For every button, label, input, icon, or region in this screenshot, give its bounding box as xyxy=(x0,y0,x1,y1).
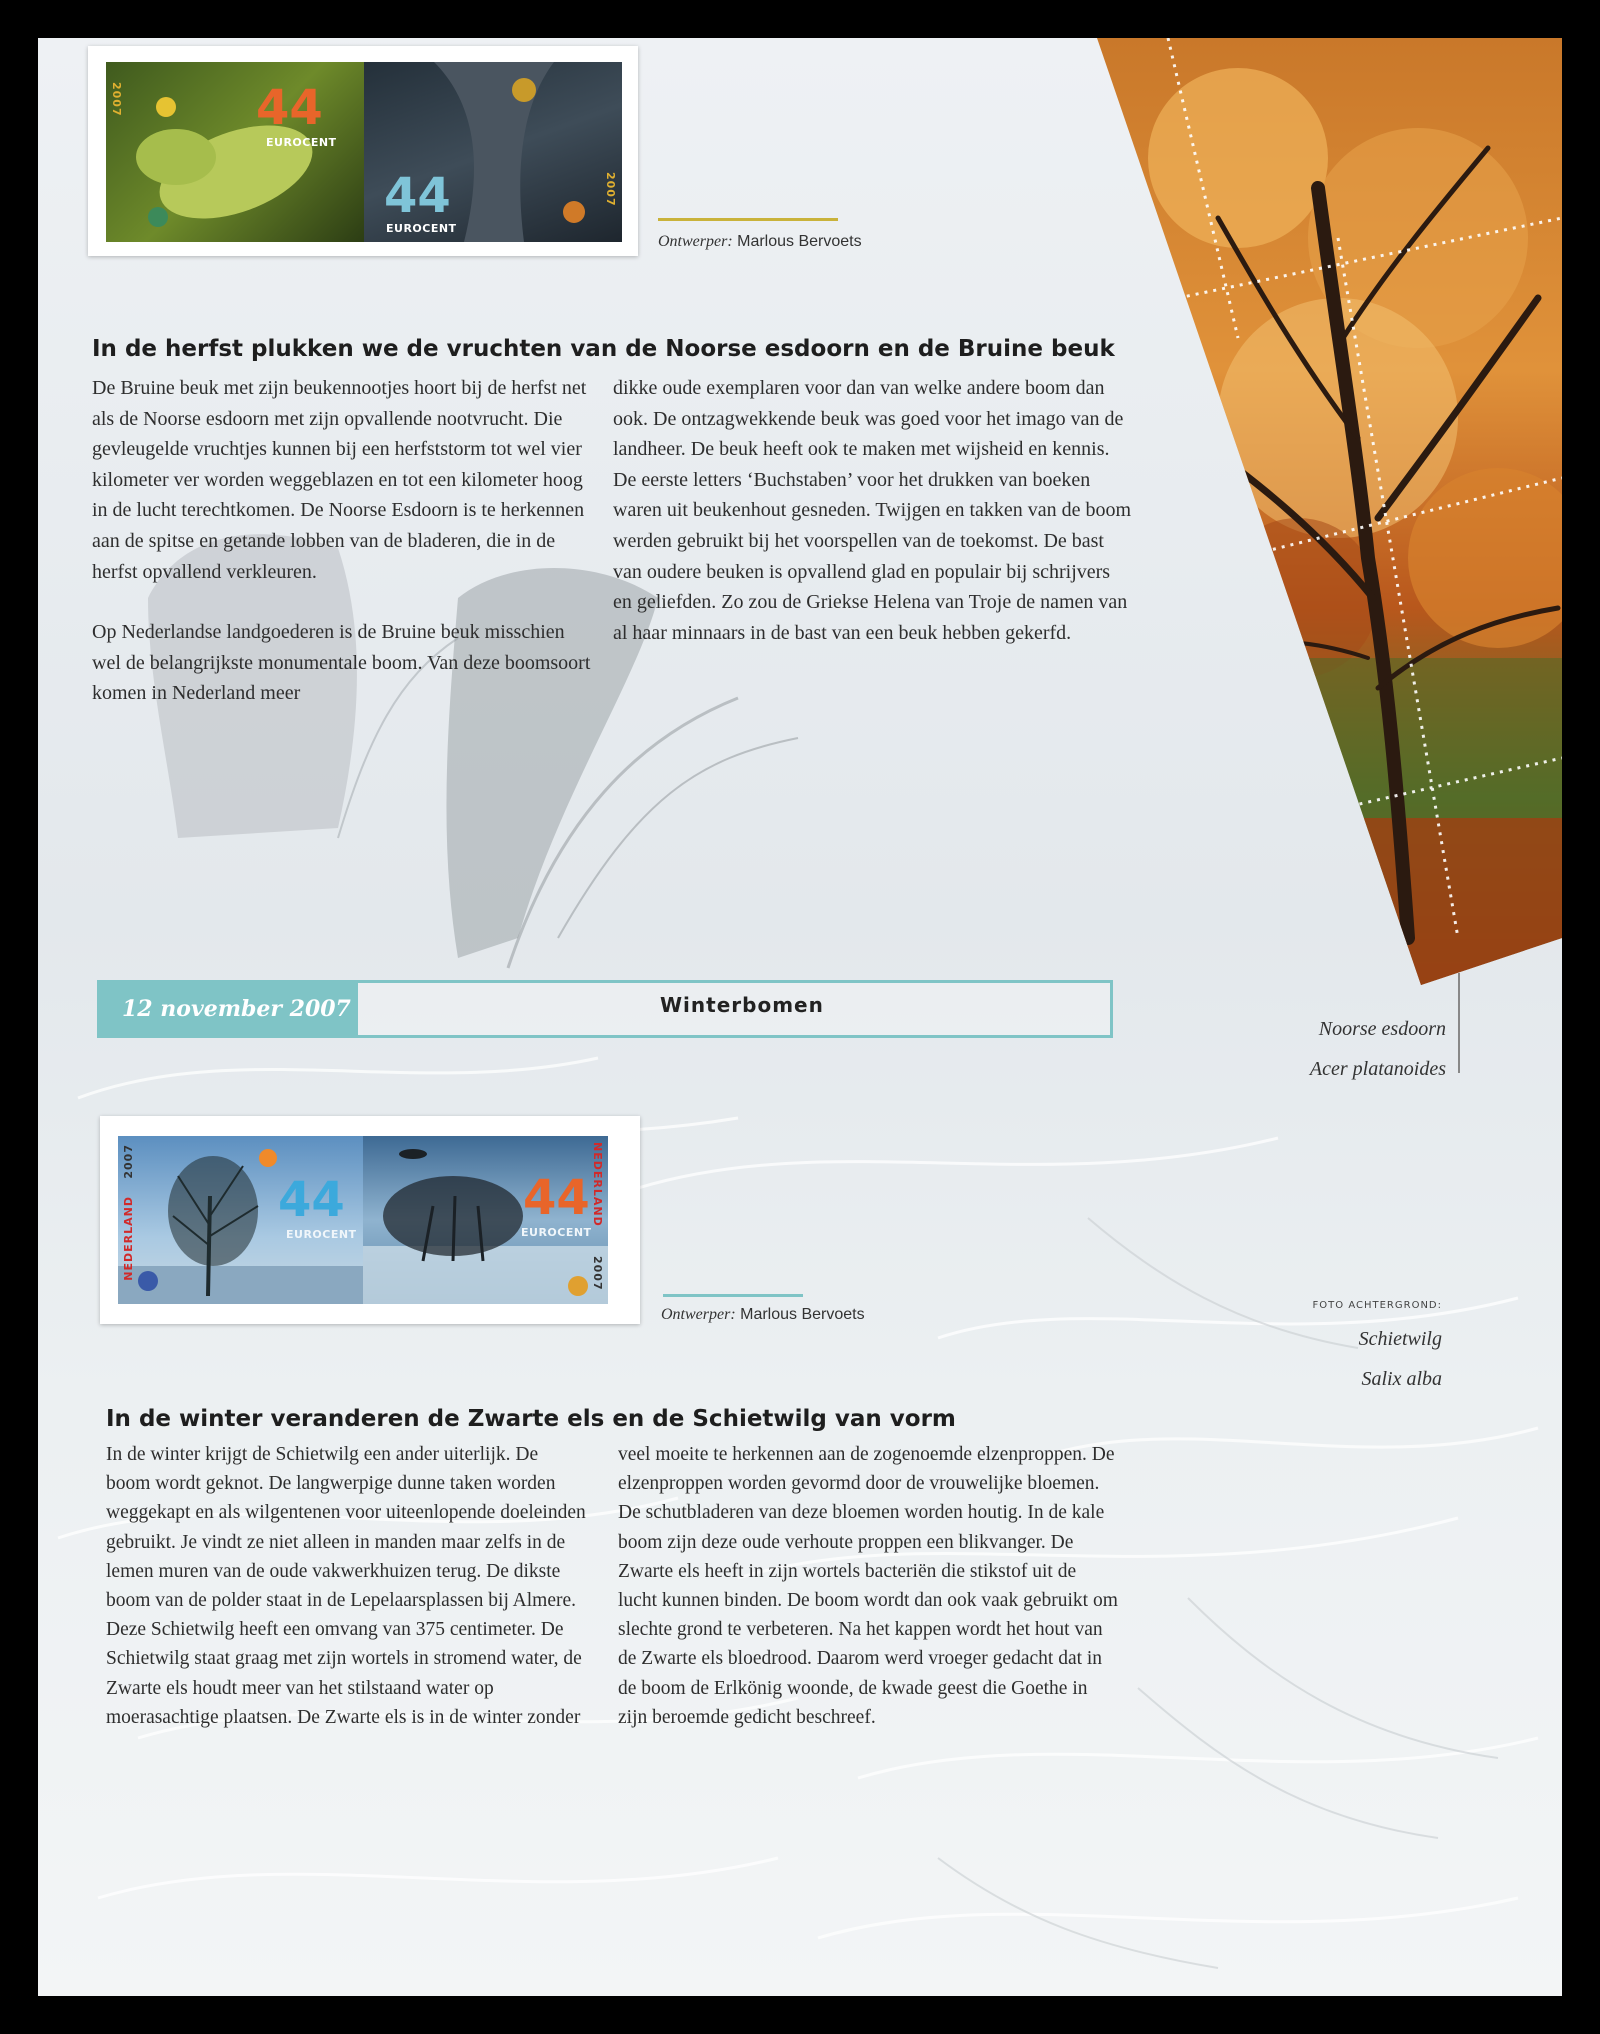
winter-photo-caption-latin: Salix alba xyxy=(1361,1368,1442,1390)
stamp-year: 2007 xyxy=(591,1256,604,1291)
stamp-edge-text: 2007 xyxy=(604,172,617,207)
designer-label: Ontwerper: xyxy=(661,1306,736,1323)
winter-col1-paragraph: In de winter krijgt de Schietwilg een ander uiterlijk. De boom wordt geknot. De langwerpige dunne taken worden weggekapt en als wilgentenen voor uiteenlopende doeleinden gebruikt. Je vindt ze niet alleen in manden maar zelfs in de lemen muren van de oude vakwerkhuizen terug. De dikste boom van de polder staat in de Lepelaarsplassen bij Almere. Deze Schietwilg heeft een omvang van 375 centimeter. De Schietwilg staat graag met zijn wortels in stromend water, de Zwarte els houdt meer van het stilstaand water op moerasachtige plaatsen. De Zwarte els is in de winter zonder xyxy=(106,1444,586,1728)
black-alder-stamp xyxy=(118,1136,363,1304)
stamp-country: NEDERLAND xyxy=(591,1142,604,1227)
stamp-currency: EUROCENT xyxy=(286,1228,357,1241)
issue-date: 12 november 2007 xyxy=(100,983,358,1035)
stamp-value: 44 xyxy=(256,80,323,136)
winter-col2-paragraph: veel moeite te herkennen aan de zogenoemde elzenproppen. De elzenproppen worden gevormd door de vrouwelijke bloemen. De schutbladeren van deze bloemen worden houtig. In de kale boom zijn deze oude verhoute proppen een blikvanger. De Zwarte els heeft in zijn wortels bacteriën die stikstof uit de lucht kunnen binden. De boom wordt dan ook vaak gebruikt om slechte grond te verbeteren. Na het kappen wordt het hout van de Zwarte els bloedrood. Daarom werd vroeger gedacht dat in de boom de Erlkönig woonde, de kwade geest die Goethe in zijn beroemde gedicht beschreef. xyxy=(618,1444,1118,1728)
designer-name: Marlous Bervoets xyxy=(740,1306,865,1323)
winter-column-2 xyxy=(618,1440,1118,1732)
winter-column-1 xyxy=(106,1440,586,1732)
stamp-value: 44 xyxy=(523,1170,590,1226)
stamp-value: 44 xyxy=(278,1172,345,1228)
designer-rule-winter xyxy=(663,1294,803,1297)
issue-title: Winterbomen xyxy=(660,993,824,1017)
designer-label: Ontwerper: xyxy=(658,233,733,250)
designer-name: Marlous Bervoets xyxy=(737,233,862,250)
autumn-col1-paragraph-2: Op Nederlandse landgoederen is de Bruine beuk misschien wel de belangrijkste monumentale boom. Van deze boomsoort komen in Nederland meer xyxy=(92,621,591,705)
autumn-stamp-pair xyxy=(88,46,638,256)
beech-tree-stamp xyxy=(364,62,622,242)
issue-banner xyxy=(97,980,1113,1038)
stamp-country: NEDERLAND xyxy=(122,1196,135,1281)
maple-seed-icon xyxy=(106,62,364,242)
autumn-photo-caption-common: Noorse esdoorn xyxy=(1318,1018,1446,1040)
stamp-edge-text: 2007 xyxy=(110,82,123,117)
stamp-year: 2007 xyxy=(122,1144,135,1179)
designer-credit-winter xyxy=(661,1306,865,1324)
autumn-col1-paragraph-1: De Bruine beuk met zijn beukennootjes hoort bij de herfst net als de Noorse esdoorn met zijn opvallende nootvrucht. Die gevleugelde vruchtjes kunnen bij een herfststorm tot wel vier kilometer ver worden weggeblazen en tot een kilometer hoog in de lucht terechtkomen. De Noorse Esdoorn is te herkennen aan de spitse en getande lobben van de bladeren, die in de herfst opvallend verkleuren. xyxy=(92,377,587,583)
autumn-col2-paragraph-1: dikke oude exemplaren voor dan van welke andere boom dan ook. De ontzagwekkende beuk was goed voor het imago van de landheer. De beuk heeft ook te maken met wijsheid en kennis. De eerste letters ‘Buchstaben’ voor het drukken van boeken waren uit beukenhout gesneden. Twijgen en takken van de boom werden gebruikt bij het voorspellen van de toekomst. De bast van oudere beuken is opvallend glad en populair bij schrijvers en geliefden. Zo zou de Griekse Helena van Troje de namen van al haar minnaars in de bast van een beuk hebben gekerfd. xyxy=(613,377,1132,644)
stamp-value: 44 xyxy=(384,168,451,224)
autumn-heading: In de herfst plukken we de vruchten van de Noorse esdoorn en de Bruine beuk xyxy=(92,336,1115,362)
stamp-currency: EUROCENT xyxy=(386,222,457,235)
winter-heading: In de winter veranderen de Zwarte els en de Schietwilg van vorm xyxy=(106,1406,956,1432)
photo-background-label: FOTO ACHTERGROND: xyxy=(1312,1300,1442,1311)
winter-stamp-pair xyxy=(100,1116,640,1324)
designer-credit xyxy=(658,233,862,251)
autumn-column-2 xyxy=(613,373,1133,648)
stamp-currency: EUROCENT xyxy=(266,136,337,149)
autumn-column-1 xyxy=(92,373,592,709)
album-page xyxy=(38,38,1562,1996)
winter-photo-caption-common: Schietwilg xyxy=(1358,1328,1442,1350)
stamp-currency: EUROCENT xyxy=(521,1226,592,1239)
maple-seed-stamp xyxy=(106,62,364,242)
caption-rule xyxy=(1458,973,1460,1073)
autumn-photo-caption-latin: Acer platanoides xyxy=(1309,1058,1446,1080)
designer-rule xyxy=(658,218,838,221)
willow-stamp xyxy=(363,1136,608,1304)
